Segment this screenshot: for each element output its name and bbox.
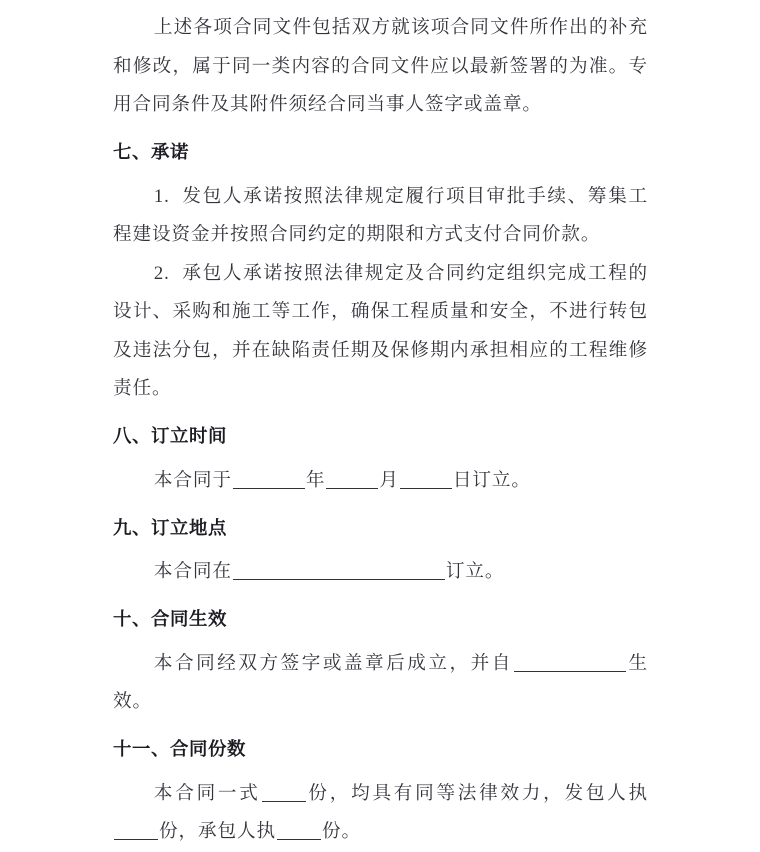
copies-mid-1: 份，均具有同等法律效力，发包人执 [306,782,648,804]
item-text-1: 发包人承诺按照法律规定履行项目审批手续、筹集工程建设资金并按照合同约定的期限和方式支付合同价款。 [113,185,648,245]
day-blank-field[interactable] [400,473,452,489]
item-text-2: 承包人承诺按照法律规定及合同约定组织完成工程的设计、采购和施工等工作，确保工程质量和安全，不进行转包及违法分包，并在缺陷责任期及保修期内承担相应的工程维修责任。 [113,262,648,399]
unit-month: 月 [379,469,399,491]
month-blank-field[interactable] [326,473,378,489]
effective-suffix: 生效。 [113,652,648,712]
section-9-body [113,553,648,592]
section-8-body [113,462,648,501]
copies-prefix-2: 承包人执 [198,821,276,842]
copies-suffix: 份。 [321,821,361,842]
section-heading-11: 十一、合同份数 [113,738,246,759]
section-7-item-2 [113,255,648,409]
contract-place-suffix: 订立。 [445,561,505,582]
item-marker-1: 1. [153,185,170,207]
section-heading-8: 八、订立时间 [113,425,227,446]
contractor-copies-blank-field[interactable] [277,824,321,840]
item-marker-2: 2. [153,262,170,284]
copies-mid-2: 份， [159,821,198,842]
year-blank-field[interactable] [233,473,305,489]
section-10-body [113,645,648,722]
section-heading-10: 十、合同生效 [113,608,227,629]
section-11-body [113,775,648,852]
effective-date-blank-field[interactable] [514,656,626,672]
contract-date-prefix: 本合同于 [153,469,232,491]
place-blank-field[interactable] [233,564,445,580]
section-heading-9: 九、订立地点 [113,516,227,538]
effective-prefix: 本合同经双方签字或盖章后成立，并自 [153,652,513,674]
section-heading-7: 七、承诺 [113,141,189,162]
copies-prefix: 本合同一式 [153,782,261,804]
contract-place-prefix: 本合同在 [153,561,232,582]
employer-copies-blank-field[interactable] [114,824,158,840]
unit-day: 日订立。 [452,469,531,491]
intro-paragraph: 上述各项合同文件包括双方就该项合同文件所作出的补充和修改，属于同一类内容的合同文件应以最新签署的为准。专用合同条件及其附件须经合同当事人签字或盖章。 [113,17,648,115]
section-7-item-1 [113,178,648,255]
total-copies-blank-field[interactable] [262,786,306,802]
unit-year: 年 [305,469,326,491]
